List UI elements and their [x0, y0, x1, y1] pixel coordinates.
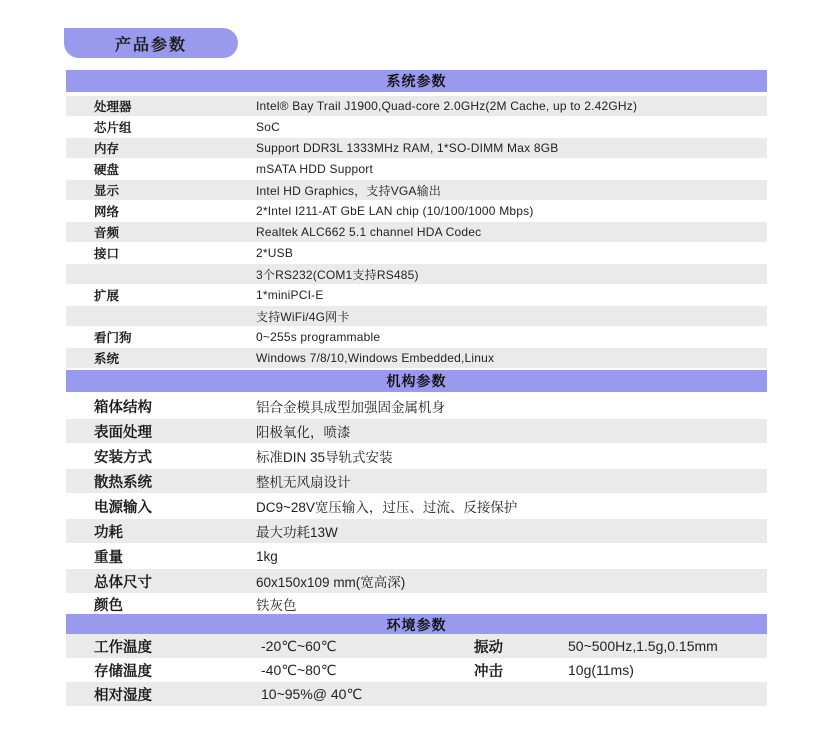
spec-row [66, 327, 767, 347]
spec-label: 颜色 [94, 597, 123, 614]
page-title: 产品参数 [64, 28, 238, 58]
spec-row [66, 634, 767, 658]
spec-row [66, 682, 767, 706]
spec-value: -20℃~60℃ [261, 637, 337, 654]
spec-value: 最大功耗13W [256, 525, 338, 540]
spec-row [66, 264, 767, 284]
spec-row [66, 519, 767, 543]
spec-row [66, 494, 767, 518]
section-header-system: 系统参数 [66, 70, 767, 92]
spec-label: 总体尺寸 [94, 574, 152, 591]
spec-row [66, 469, 767, 493]
spec-label: 系统 [94, 352, 120, 366]
spec-label: 扩展 [94, 289, 120, 303]
spec-value: 60x150x109 mm(宽高深) [256, 575, 406, 590]
spec-value: SoC [256, 120, 280, 134]
spec-value: 10~95%@ 40℃ [261, 685, 363, 702]
section-header-mechanical: 机构参数 [66, 370, 767, 392]
spec-value: 1*miniPCI-E [256, 288, 324, 302]
spec-label: 振动 [474, 639, 503, 656]
spec-label: 冲击 [474, 663, 503, 680]
spec-label: 音频 [94, 226, 120, 240]
spec-label: 相对湿度 [94, 687, 152, 704]
spec-value: 铝合金模具成型加强固金属机身 [256, 400, 445, 415]
spec-value: 1kg [256, 548, 278, 564]
spec-value: Realtek ALC662 5.1 channel HDA Codec [256, 225, 482, 239]
spec-label: 表面处理 [94, 424, 152, 441]
spec-value: 整机无风扇设计 [256, 475, 351, 490]
spec-row [66, 243, 767, 263]
spec-value: 标准DIN 35导轨式安装 [256, 450, 393, 465]
spec-label: 芯片组 [94, 121, 132, 135]
spec-label: 重量 [94, 549, 123, 566]
spec-row [66, 222, 767, 242]
spec-value: Windows 7/8/10,Windows Embedded,Linux [256, 351, 495, 365]
spec-row [66, 594, 767, 614]
spec-value: mSATA HDD Support [256, 162, 373, 176]
spec-value: 铁灰色 [256, 598, 297, 613]
spec-row [66, 159, 767, 179]
spec-row [66, 394, 767, 418]
spec-row [66, 569, 767, 593]
spec-label: 箱体结构 [94, 399, 152, 416]
spec-value: 0~255s programmable [256, 330, 381, 344]
spec-value: 阳极氧化，喷漆 [256, 425, 351, 440]
spec-row [66, 544, 767, 568]
spec-value: 2*USB [256, 246, 294, 260]
spec-label: 看门狗 [94, 331, 132, 345]
spec-label: 电源输入 [94, 499, 152, 516]
spec-label: 安装方式 [94, 449, 152, 466]
spec-label: 内存 [94, 142, 120, 156]
spec-value: DC9~28V宽压输入，过压、过流、反接保护 [256, 500, 518, 515]
spec-label: 工作温度 [94, 639, 152, 656]
spec-label: 功耗 [94, 524, 123, 541]
spec-value: Intel® Bay Trail J1900,Quad-core 2.0GHz(2M Cache, up to 2.42GHz) [256, 99, 638, 113]
spec-value: 支持WiFi/4G网卡 [256, 309, 350, 324]
spec-value: 3个RS232(COM1支持RS485) [256, 267, 419, 282]
spec-label: 存储温度 [94, 663, 152, 680]
spec-row [66, 117, 767, 137]
spec-row [66, 444, 767, 468]
spec-value: Support DDR3L 1333MHz RAM, 1*SO-DIMM Max 8GB [256, 141, 559, 155]
spec-value: 10g(11ms) [568, 662, 634, 678]
spec-row [66, 285, 767, 305]
spec-row [66, 348, 767, 368]
spec-label: 处理器 [94, 100, 132, 114]
spec-row [66, 138, 767, 158]
spec-label: 散热系统 [94, 474, 152, 491]
spec-row [66, 419, 767, 443]
spec-row [66, 201, 767, 221]
section-header-environment: 环境参数 [66, 614, 767, 636]
spec-label: 网络 [94, 205, 120, 219]
spec-value: 50~500Hz,1.5g,0.15mm [568, 638, 718, 654]
spec-label: 接口 [94, 247, 120, 261]
spec-row [66, 180, 767, 200]
spec-value: 2*Intel I211-AT GbE LAN chip (10/100/1000 Mbps) [256, 204, 534, 218]
spec-row [66, 658, 767, 682]
spec-row [66, 306, 767, 326]
spec-value: Intel HD Graphics，支持VGA输出 [256, 183, 442, 198]
spec-label: 硬盘 [94, 163, 120, 177]
spec-row [66, 96, 767, 116]
spec-value: -40℃~80℃ [261, 661, 337, 678]
spec-label: 显示 [94, 184, 120, 198]
